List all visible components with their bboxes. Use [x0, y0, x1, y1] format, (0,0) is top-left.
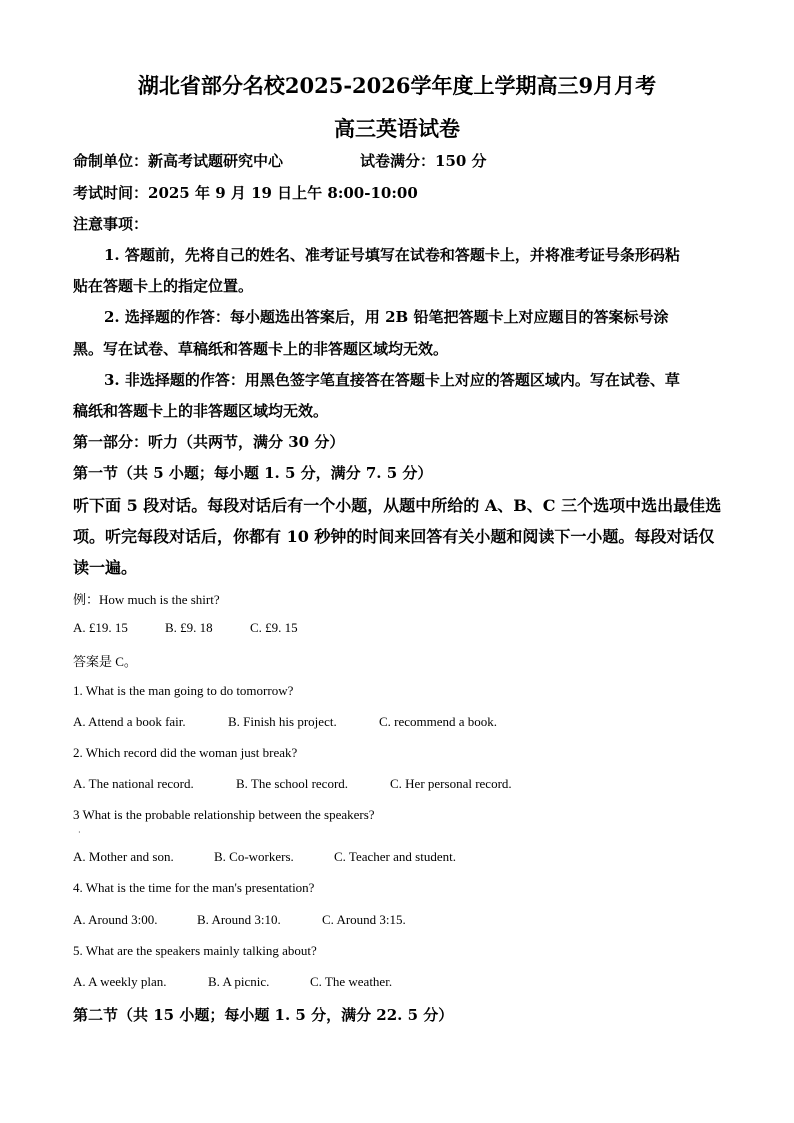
q2-option-b: B. The school record.: [236, 776, 349, 791]
example-question: 例：How much is the shirt?: [73, 592, 220, 607]
q3-option-a: A. Mother and son.: [73, 849, 174, 864]
q5-option-a: A. A weekly plan.: [73, 974, 167, 989]
q4-option-a: A. Around 3:00.: [73, 912, 158, 927]
note-2-line-1: 2. 选择题的作答：每小题选出答案后，用 2B 铅笔把答题卡上对应题目的答案标号涂: [104, 308, 669, 326]
note-1-line-2: 贴在答题卡上的指定位置。: [73, 277, 254, 295]
question-4: 4. What is the time for the man's presentation?: [73, 880, 315, 895]
section1-heading: 第一节（共 5 小题；每小题 1. 5 分，满分 7. 5 分）: [73, 464, 433, 482]
q1-option-a: A. Attend a book fair.: [73, 714, 186, 729]
compiler-line: 命制单位：新高考试题研究中心: [73, 152, 284, 170]
full-score-line: 试卷满分：150 分: [360, 152, 487, 170]
q1-option-b: B. Finish his project.: [228, 714, 337, 729]
question-3: 3 What is the probable relationship between the speakers?: [73, 807, 375, 822]
note-3-line-2: 稿纸和答题卡上的非答题区域均无效。: [73, 402, 329, 420]
note-1-line-1: 1. 答题前，先将自己的姓名、准考证号填写在试卷和答题卡上，并将准考证号条形码粘: [104, 246, 680, 264]
q1-option-c: C. recommend a book.: [379, 714, 498, 729]
q5-option-c: C. The weather.: [310, 974, 393, 989]
example-option-c: C. £9. 15: [250, 620, 298, 635]
q3-option-b: B. Co-workers.: [214, 849, 294, 864]
stray-mark: ·: [78, 828, 81, 837]
notes-heading: 注意事项：: [73, 215, 149, 233]
instructions-line-1: 听下面 5 段对话。每段对话后有一个小题，从题中所给的 A、B、C 三个选项中选出最佳选: [73, 496, 722, 515]
section2-heading: 第二节（共 15 小题；每小题 1. 5 分，满分 22. 5 分）: [73, 1006, 454, 1024]
instructions-line-3: 读一遍。: [73, 558, 138, 577]
exam-title: 湖北省部分名校2025-2026学年度上学期高三9月月考: [137, 73, 657, 98]
note-2-line-2: 黑。写在试卷、草稿纸和答题卡上的非答题区域均无效。: [73, 340, 449, 358]
instructions-line-2: 项。听完每段对话后，你都有 10 秒钟的时间来回答有关小题和阅读下一小题。每段对话仅: [73, 527, 715, 546]
q3-option-c: C. Teacher and student.: [334, 849, 456, 864]
q2-option-a: A. The national record.: [73, 776, 194, 791]
exam-time-line: 考试时间：2025 年 9 月 19 日上午 8:00-10:00: [73, 184, 418, 202]
q4-option-b: B. Around 3:10.: [197, 912, 281, 927]
example-option-b: B. £9. 18: [165, 620, 213, 635]
note-3-line-1: 3. 非选择题的作答：用黑色签字笔直接答在答题卡上对应的答题区域内。写在试卷、草: [104, 371, 680, 389]
exam-subtitle: 高三英语试卷: [334, 116, 460, 141]
q5-option-b: B. A picnic.: [208, 974, 270, 989]
question-5: 5. What are the speakers mainly talking about?: [73, 943, 317, 958]
example-answer: 答案是 C。: [73, 654, 137, 669]
question-2: 2. Which record did the woman just break?: [73, 745, 298, 760]
example-option-a: A. £19. 15: [73, 620, 128, 635]
q4-option-c: C. Around 3:15.: [322, 912, 406, 927]
question-1: 1. What is the man going to do tomorrow?: [73, 683, 294, 698]
q2-option-c: C. Her personal record.: [390, 776, 512, 791]
part1-heading: 第一部分：听力（共两节，满分 30 分）: [73, 433, 345, 451]
